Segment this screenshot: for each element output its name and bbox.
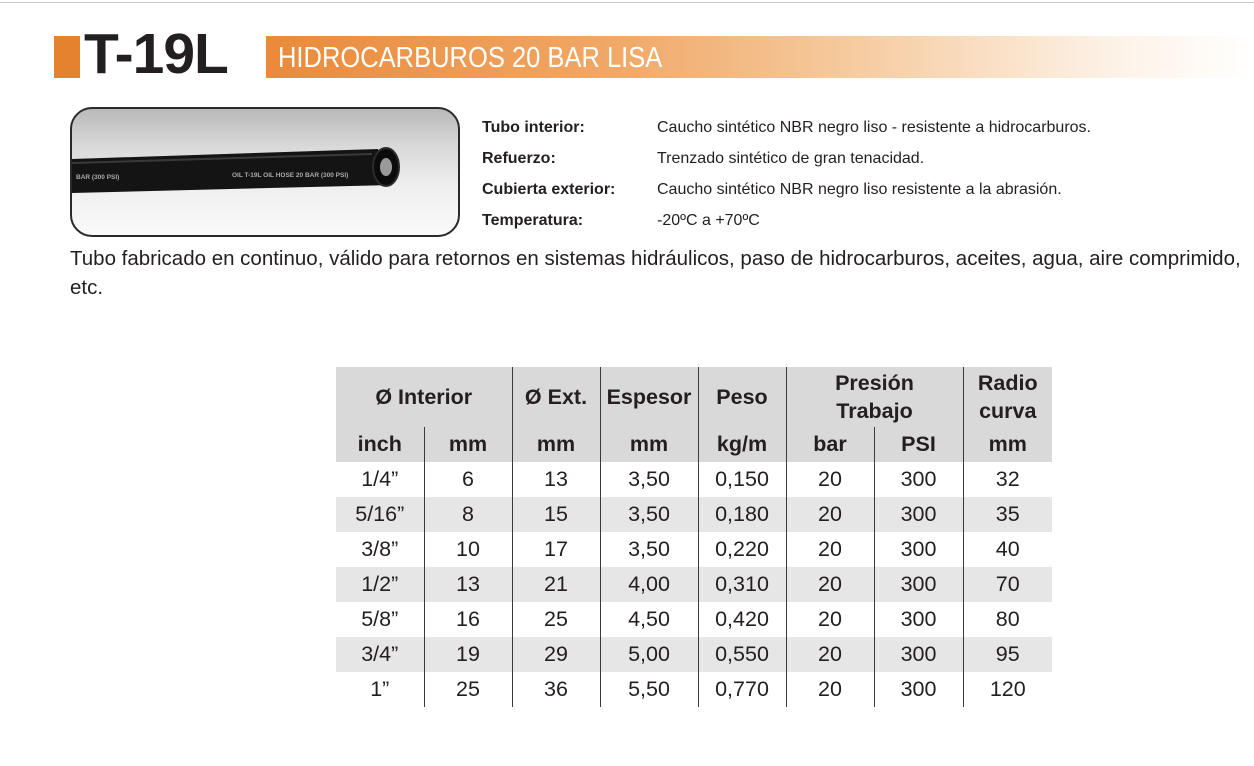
table-row xyxy=(336,497,1052,532)
product-description: Tubo fabricado en continuo, válido para retornos en sistemas hidráulicos, paso de hidrocarburos, aceites, agua, aire comprimido, etc. xyxy=(70,247,1241,299)
table-cell: 1/2” xyxy=(336,567,424,602)
table-cell: 300 xyxy=(874,602,963,637)
table-cell: 16 xyxy=(424,602,512,637)
header-radio-text: Radio curva xyxy=(977,371,1038,423)
product-title: HIDROCARBUROS 20 BAR LISA xyxy=(278,42,663,74)
unit-cell: mm xyxy=(424,427,512,462)
table-cell: 5/16” xyxy=(336,497,424,532)
spec-value: Caucho sintético NBR negro liso resistente a la abrasión. xyxy=(657,181,1062,198)
table-cell: 5,50 xyxy=(600,672,698,707)
table-cell: 35 xyxy=(963,497,1052,532)
table-cell: 20 xyxy=(786,602,874,637)
table-cell: 300 xyxy=(874,672,963,707)
unit-cell: kg/m xyxy=(698,427,786,462)
table-cell: 300 xyxy=(874,567,963,602)
table-cell: 20 xyxy=(786,672,874,707)
table-cell: 6 xyxy=(424,462,512,497)
spec-row-refuerzo xyxy=(482,143,1091,174)
spec-label: Tubo interior: xyxy=(482,119,585,136)
table-row xyxy=(336,462,1052,497)
table-cell: 0,220 xyxy=(698,532,786,567)
table-cell: 20 xyxy=(786,462,874,497)
table-cell: 1” xyxy=(370,677,390,701)
table-cell: 36 xyxy=(512,672,600,707)
table-cell: 32 xyxy=(963,462,1052,497)
spec-row-temperatura xyxy=(482,205,1091,236)
table-cell: 3,50 xyxy=(600,532,698,567)
table-cell: 25 xyxy=(512,602,600,637)
table-cell: 25 xyxy=(424,672,512,707)
top-rule xyxy=(0,2,1254,3)
table-cell: 0,550 xyxy=(698,637,786,672)
table-cell: 3,50 xyxy=(600,462,698,497)
header-ext: Ø Ext. xyxy=(512,367,600,427)
table-row xyxy=(336,637,1052,672)
unit-cell: bar xyxy=(786,427,874,462)
unit-cell: mm xyxy=(512,427,600,462)
title-banner xyxy=(266,36,1254,78)
spec-label: Temperatura: xyxy=(482,212,584,229)
spec-label: Cubierta exterior: xyxy=(482,181,616,198)
table-header-row xyxy=(336,367,1052,427)
dimensions-table xyxy=(336,367,1052,707)
table-cell: 3/4” xyxy=(336,637,424,672)
header-presion-text: Presión Trabajo xyxy=(835,371,914,423)
header-peso: Peso xyxy=(698,367,786,427)
table-cell: 95 xyxy=(963,637,1052,672)
table-cell: 0,310 xyxy=(698,567,786,602)
table-cell: 5,00 xyxy=(600,637,698,672)
table-cell: 10 xyxy=(424,532,512,567)
table-cell: 300 xyxy=(874,532,963,567)
table-cell: 4,50 xyxy=(600,602,698,637)
unit-cell: PSI xyxy=(874,427,963,462)
table-row xyxy=(336,602,1052,637)
table-cell: 3,50 xyxy=(600,497,698,532)
table-row xyxy=(336,532,1052,567)
table-cell: 19 xyxy=(424,637,512,672)
table-cell: 0,770 xyxy=(698,672,786,707)
table-cell: 80 xyxy=(963,602,1052,637)
table-cell: 300 xyxy=(874,462,963,497)
table-cell: 120 xyxy=(963,672,1052,707)
table-cell: 17 xyxy=(512,532,600,567)
product-photo xyxy=(70,107,460,237)
table-cell: 3/8” xyxy=(361,537,399,561)
table-cell: 0,180 xyxy=(698,497,786,532)
table-cell: 20 xyxy=(786,637,874,672)
hose-print-left: BAR (300 PSI) xyxy=(76,174,120,181)
table-cell: 15 xyxy=(512,497,600,532)
table-cell: 21 xyxy=(512,567,600,602)
unit-cell: mm xyxy=(963,427,1052,462)
title-accent-bar xyxy=(54,36,80,78)
table-units-row xyxy=(336,427,1052,462)
header-radio xyxy=(963,367,1052,427)
spec-value: Caucho sintético NBR negro liso - resistente a hidrocarburos. xyxy=(657,119,1091,136)
unit-cell: mm xyxy=(600,427,698,462)
table-cell: 40 xyxy=(963,532,1052,567)
table-cell: 0,150 xyxy=(698,462,786,497)
table-cell: 20 xyxy=(786,532,874,567)
spec-label: Refuerzo: xyxy=(482,150,556,167)
table-row xyxy=(336,672,1052,707)
hose-print-right: OIL T-19L OIL HOSE 20 BAR (300 PSI) xyxy=(232,172,349,179)
header-interior: Ø Interior xyxy=(336,367,512,427)
spec-row-cubierta-exterior xyxy=(482,174,1091,205)
table-cell: 13 xyxy=(424,567,512,602)
spec-value: -20ºC a +70ºC xyxy=(657,212,760,229)
table-cell: 20 xyxy=(786,567,874,602)
unit-cell: inch xyxy=(336,427,424,462)
table-cell: 5/8” xyxy=(361,607,399,631)
table-cell: 20 xyxy=(786,497,874,532)
table-cell: 70 xyxy=(963,567,1052,602)
table-cell: 300 xyxy=(874,637,963,672)
spec-value: Trenzado sintético de gran tenacidad. xyxy=(657,150,925,167)
table-cell: 8 xyxy=(424,497,512,532)
table-cell: 1/4” xyxy=(361,467,399,491)
header-presion xyxy=(786,367,963,427)
table-cell: 300 xyxy=(874,497,963,532)
product-code: T-19L xyxy=(84,22,228,86)
header-espesor: Espesor xyxy=(600,367,698,427)
hose-image xyxy=(72,109,458,235)
spec-list xyxy=(482,112,1091,236)
table-cell: 29 xyxy=(512,637,600,672)
table-cell: 13 xyxy=(512,462,600,497)
table-cell: 0,420 xyxy=(698,602,786,637)
table-row xyxy=(336,567,1052,602)
table-cell: 4,00 xyxy=(600,567,698,602)
spec-row-tubo-interior xyxy=(482,112,1091,143)
